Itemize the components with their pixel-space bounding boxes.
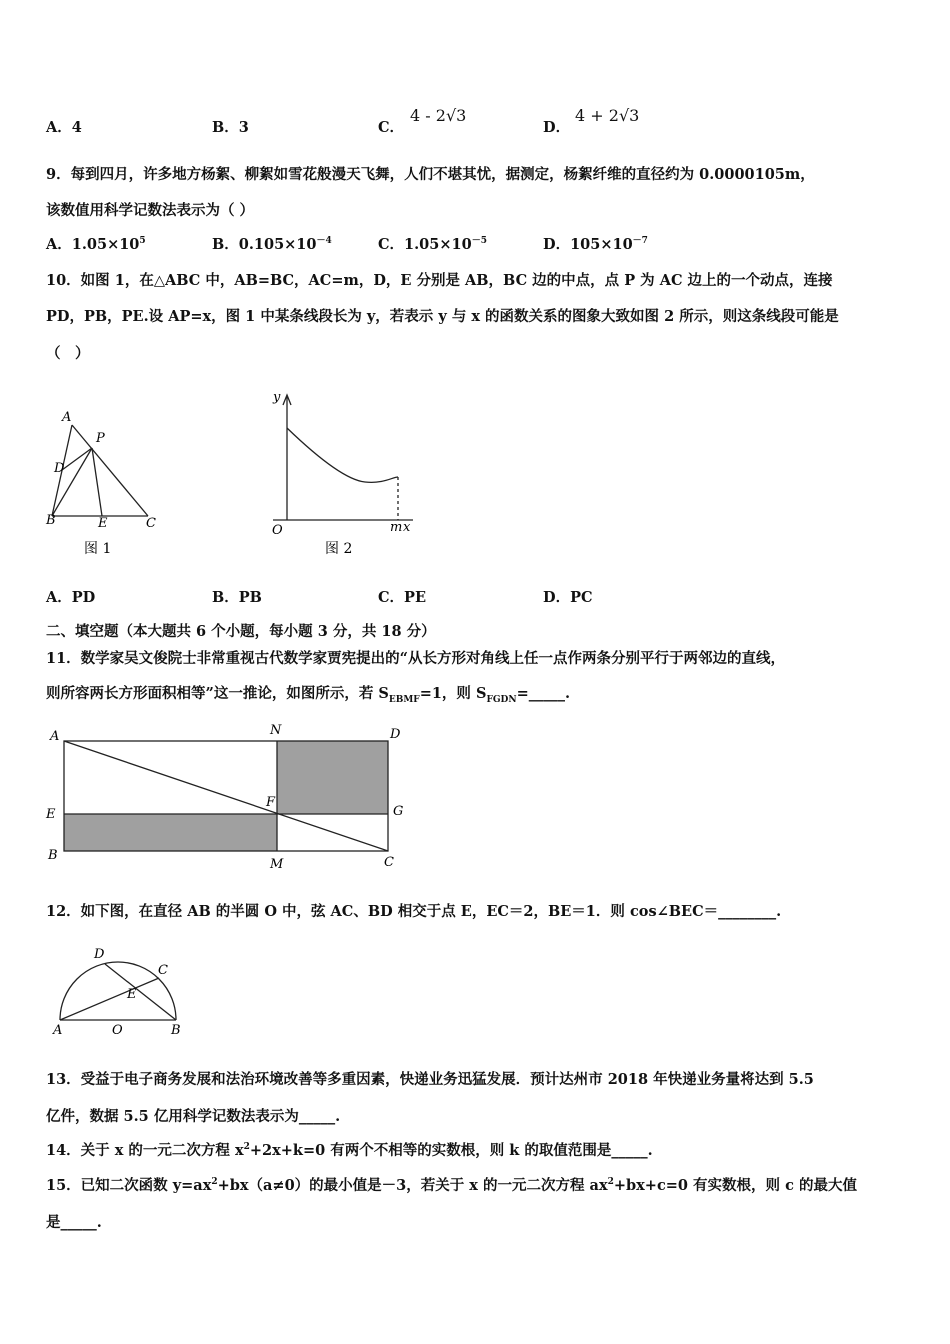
q11-line-2-a: 则所容两长方形面积相等”这一推论，如图所示，若 S [46, 685, 389, 702]
q11-label-m: M [270, 857, 284, 872]
q15-exp-2: 2 [607, 1177, 614, 1188]
q9-option-b-exp: －4 [316, 236, 332, 247]
q8-option-a: A．4 [46, 119, 82, 136]
fig2-label-y: y [273, 390, 281, 405]
q10-figure-2 [265, 385, 425, 560]
q12-label-b: B [171, 1023, 181, 1038]
q11-line-2 [46, 682, 570, 705]
q12-figure [50, 940, 200, 1040]
section-2-heading: 二、填空题（本大题共 6 个小题，每小题 3 分，共 18 分） [46, 623, 436, 640]
q12-label-e: E [127, 987, 137, 1002]
q10-line-3: （ ） [46, 345, 90, 362]
q11-line-1: 11．数学家吴文俊院士非常重视古代数学家贾宪提出的“从长方形对角线上任一点作两条分别平行于两邻边的直线， [46, 650, 786, 667]
q9-option-b-text: B．0.105×10 [212, 236, 317, 253]
q11-line-2-b: =1，则 S [419, 685, 487, 702]
q10-option-b: B．PB [212, 589, 262, 606]
q10-figure-1 [40, 400, 180, 560]
q11-label-n: N [270, 723, 282, 738]
q11-sub-ebmf: EBMF [388, 694, 420, 705]
q11-label-a: A [50, 729, 60, 744]
q8-option-d-label: D． [543, 119, 571, 136]
fig1-label-p: P [96, 431, 105, 446]
q9-option-a-exp: 5 [139, 236, 146, 247]
q9-option-d-text: D．105×10 [543, 236, 633, 253]
q14-text-a: 14．关于 x 的一元二次方程 x [46, 1142, 244, 1159]
fig1-label-c: C [146, 516, 156, 531]
q11-sub-fgdn: FGDN [486, 694, 517, 705]
q9-line-1: 9．每到四月，许多地方杨絮、柳絮如雪花般漫天飞舞，人们不堪其忧，据测定，杨絮纤维的直径约为 0.0000105m， [46, 166, 815, 183]
q9-line-2: 该数值用科学记数法表示为（ ） [46, 202, 255, 219]
q8-option-c-math: 4 - 2√3 [410, 106, 467, 125]
fig2-label-x: x [403, 520, 411, 535]
q14-exp: 2 [243, 1142, 250, 1153]
fig2-label-m: m [390, 520, 403, 535]
q10-option-c: C．PE [378, 589, 426, 606]
q10-option-a: A．PD [46, 589, 96, 606]
q9-option-d [543, 233, 648, 254]
q15-exp-1: 2 [211, 1177, 218, 1188]
q9-option-a-text: A．1.05×10 [46, 236, 140, 253]
q8-option-c-label: C． [378, 119, 405, 136]
q12-label-o: O [112, 1023, 123, 1038]
fig1-label-e: E [98, 516, 108, 531]
q15-text-b: +bx（a≠0）的最小值是－3，若关于 x 的一元二次方程 ax [217, 1177, 608, 1194]
q11-label-f: F [266, 795, 276, 810]
q10-option-d: D．PC [543, 589, 593, 606]
q8-option-c [378, 116, 404, 137]
q9-option-a [46, 233, 146, 254]
q13-line-2: 亿件，数据 5.5 亿用科学记数法表示为_____. [46, 1108, 341, 1125]
q15-text-c: +bx+c=0 有实数根，则 c 的最大值 [613, 1177, 857, 1194]
fig2-label-o: O [272, 523, 283, 538]
q10-line-1: 10．如图 1，在△ABC 中，AB=BC，AC=m，D，E 分别是 AB，BC 边的中点，点 P 为 AC 边上的一个动点，连接 [46, 272, 833, 289]
q12-label-a: A [53, 1023, 63, 1038]
fig1-label-d: D [54, 461, 65, 476]
fig1-caption: 图 1 [84, 541, 112, 557]
q13-line-1: 13．受益于电子商务发展和法治环境改善等多重因素，快递业务迅猛发展．预计达州市 2018 年快递业务量将达到 5.5 [46, 1071, 814, 1088]
fig1-label-b: B [46, 513, 56, 528]
q12-label-d: D [94, 947, 105, 962]
q14-line [46, 1139, 653, 1160]
q11-label-c: C [384, 855, 394, 870]
q11-line-2-c: =_____. [516, 685, 571, 702]
q11-label-d: D [390, 727, 401, 742]
q9-option-d-exp: －7 [632, 236, 648, 247]
q9-option-c-text: C．1.05×10 [378, 236, 472, 253]
q8-option-b: B．3 [212, 119, 249, 136]
q11-figure [40, 720, 420, 875]
fig1-label-a: A [62, 410, 72, 425]
fig2-caption: 图 2 [325, 541, 353, 557]
q8-option-d [543, 116, 570, 137]
q15-line-2: 是_____. [46, 1214, 102, 1231]
q12-line: 12．如下图，在直径 AB 的半圆 O 中，弦 AC、BD 相交于点 E，EC＝2，BE＝1．则 cos∠BEC＝________. [46, 903, 782, 920]
q10-line-2: PD，PB，PE.设 AP=x，图 1 中某条线段长为 y，若表示 y 与 x 的函数关系的图象大致如图 2 所示，则这条线段可能是 [46, 308, 839, 325]
q11-label-g: G [393, 804, 404, 819]
q8-option-d-math: 4 + 2√3 [575, 106, 640, 125]
q15-line-1 [46, 1174, 857, 1195]
q11-label-e: E [46, 807, 56, 822]
q9-option-b [212, 233, 332, 254]
q9-option-c [378, 233, 487, 254]
q14-text-b: +2x+k=0 有两个不相等的实数根，则 k 的取值范围是_____. [249, 1142, 653, 1159]
q12-label-c: C [158, 963, 168, 978]
q9-option-c-exp: －5 [471, 236, 487, 247]
q11-label-b: B [48, 848, 58, 863]
q15-text-a: 15．已知二次函数 y=ax [46, 1177, 212, 1194]
